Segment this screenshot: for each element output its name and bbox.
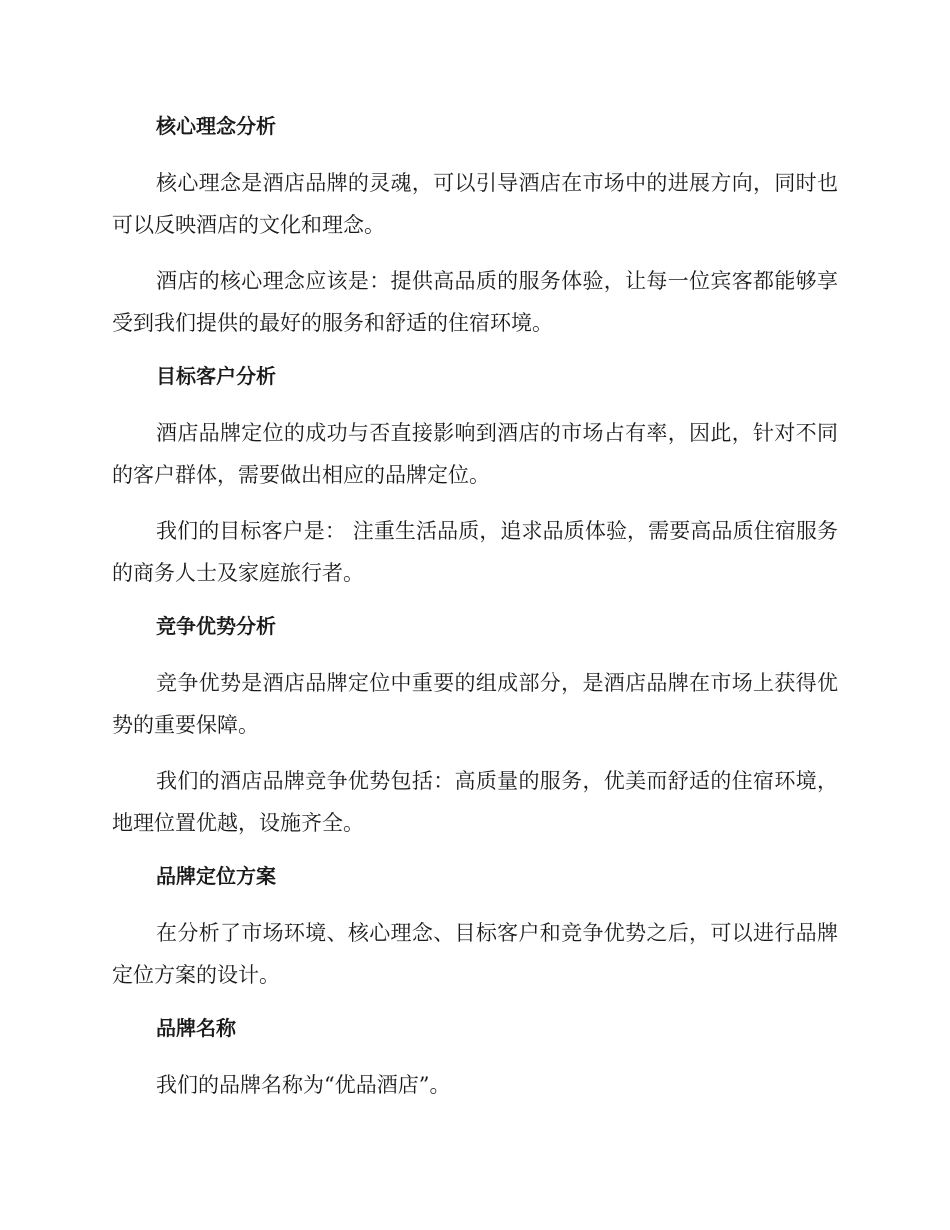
paragraph: 竞争优势是酒店品牌定位中重要的组成部分，是酒店品牌在市场上获得优势的重要保障。 (112, 671, 838, 737)
paragraph: 在分析了市场环境、核心理念、目标客户和竞争优势之后，可以进行品牌定位方案的设计。 (112, 921, 838, 987)
paragraph: 酒店的核心理念应该是：提供高品质的服务体验，让每一位宾客都能够享受到我们提供的最好的服务和舒适的住宿环境。 (112, 269, 838, 335)
paragraph: 酒店品牌定位的成功与否直接影响到酒店的市场占有率，因此，针对不同的客户群体，需要做出相应的品牌定位。 (112, 421, 838, 487)
section-heading: 目标客户分析 (156, 364, 276, 388)
paragraph: 我们的品牌名称为“优品酒店”。 (156, 1073, 451, 1097)
document-page (112, 104, 838, 1106)
paragraph: 核心理念是酒店品牌的灵魂，可以引导酒店在市场中的进展方向，同时也可以反映酒店的文化和理念。 (112, 171, 838, 237)
section-core-concept (112, 104, 838, 344)
section-heading: 竞争优势分析 (156, 614, 276, 638)
section-brand-name (112, 1006, 838, 1106)
section-target-customer (112, 354, 838, 594)
section-heading: 品牌名称 (156, 1016, 236, 1040)
section-brand-positioning-plan (112, 854, 838, 996)
paragraph: 我们的目标客户是： 注重生活品质，追求品质体验，需要高品质住宿服务的商务人士及家庭旅行者。 (112, 519, 838, 585)
section-competitive-advantage (112, 604, 838, 844)
paragraph: 我们的酒店品牌竞争优势包括：高质量的服务，优美而舒适的住宿环境，地理位置优越，设施齐全。 (112, 769, 838, 835)
section-heading: 品牌定位方案 (156, 864, 276, 888)
section-heading: 核心理念分析 (156, 114, 276, 138)
